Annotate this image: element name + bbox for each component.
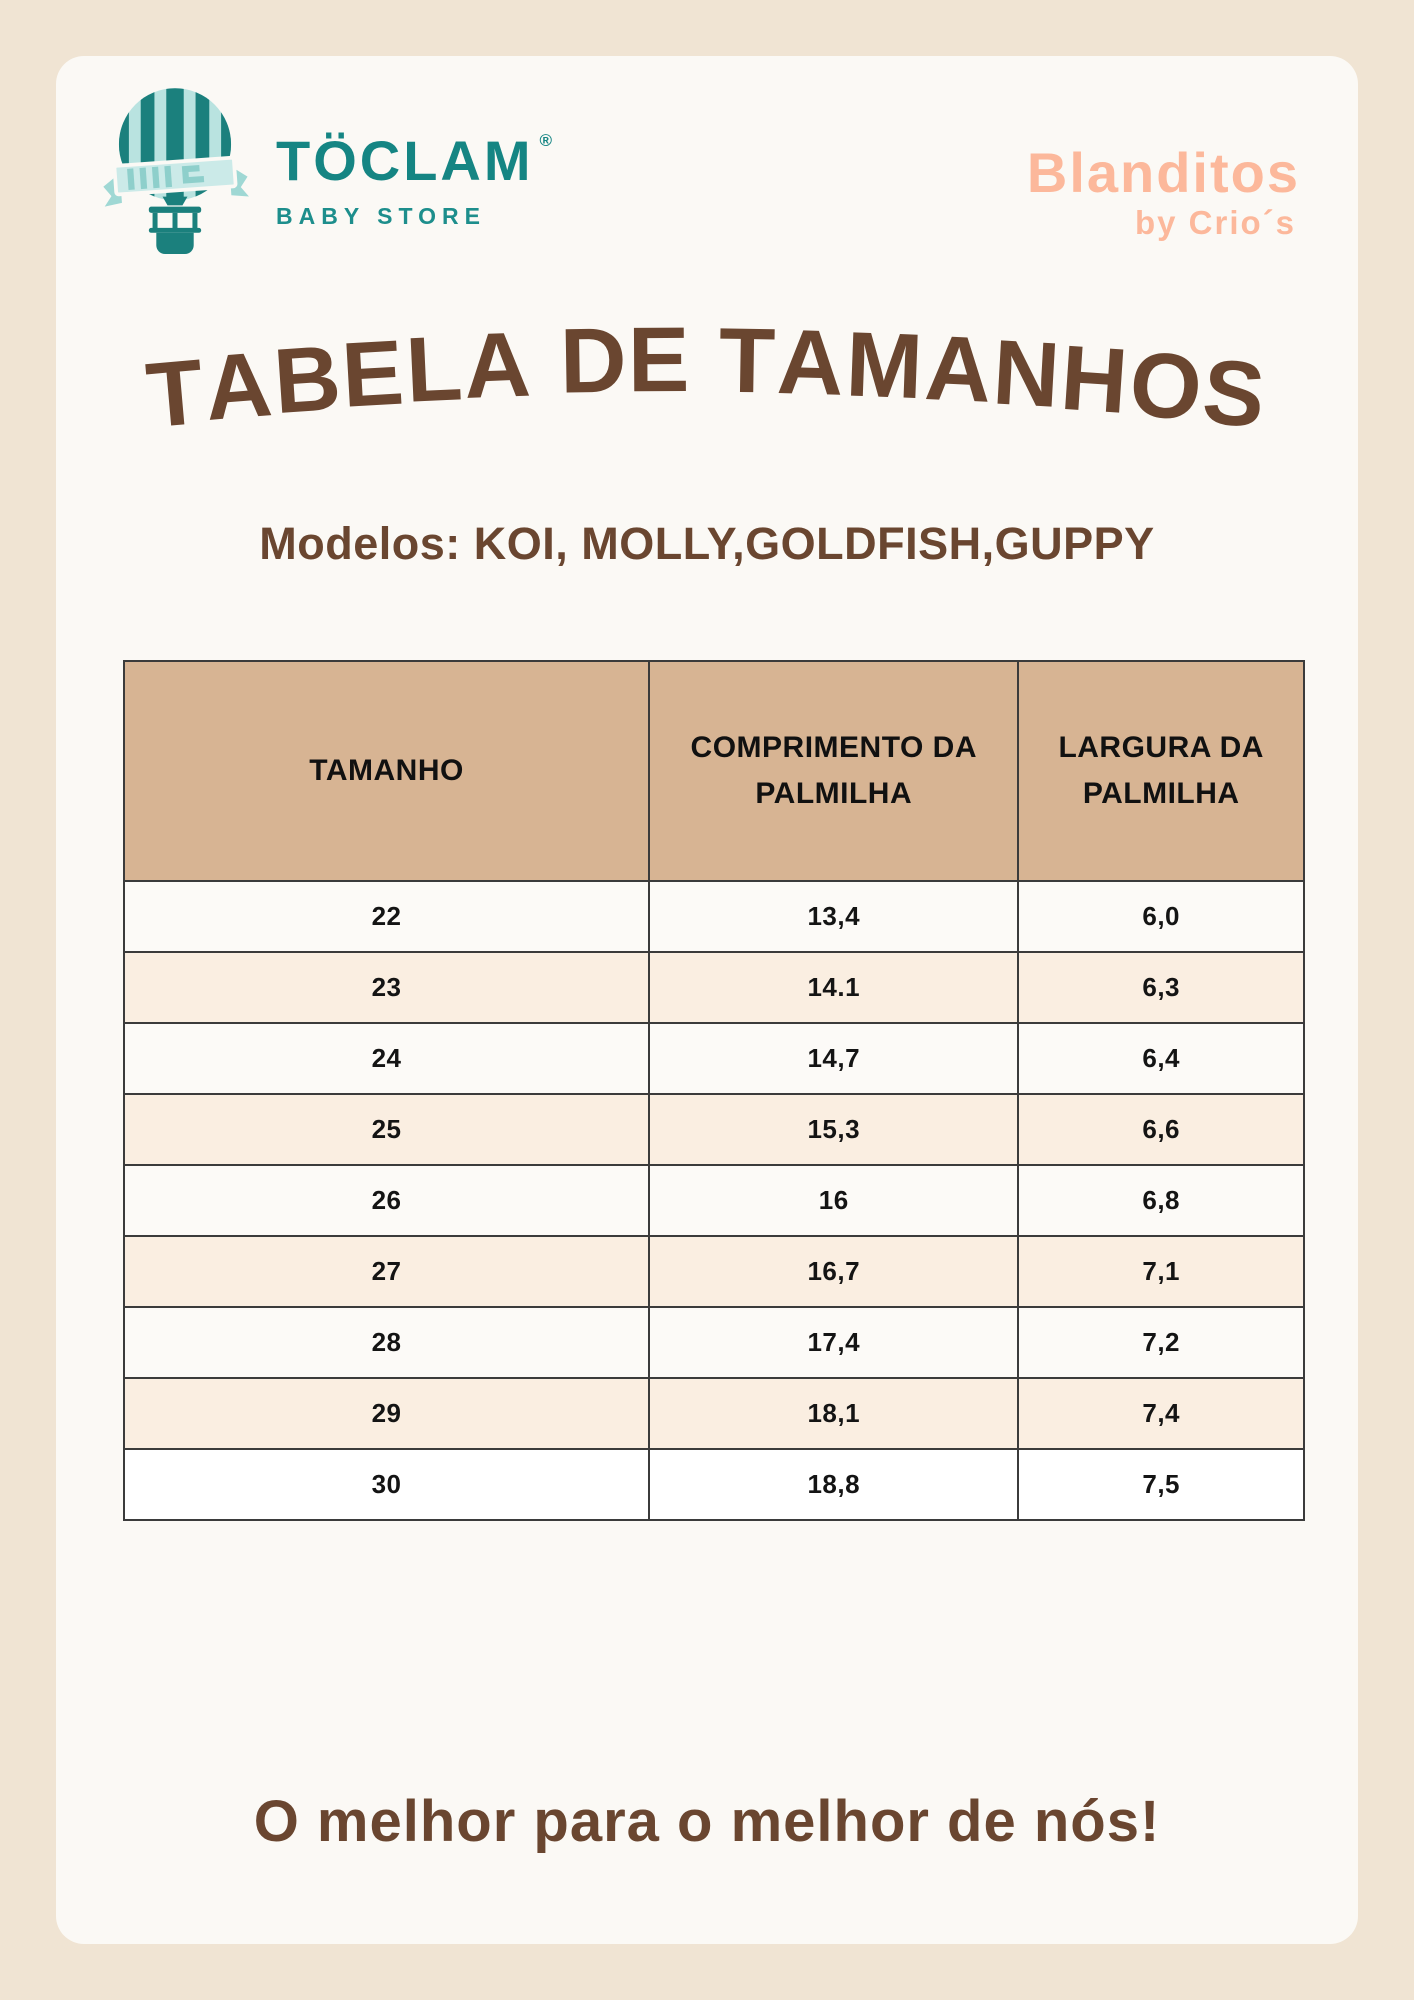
column-header-tamanho: TAMANHO <box>124 661 649 881</box>
cell-length: 17,4 <box>649 1307 1018 1378</box>
cell-size: 24 <box>124 1023 649 1094</box>
brand-text-block <box>276 128 553 230</box>
table-row <box>124 952 1304 1023</box>
table-row <box>124 1307 1304 1378</box>
cell-size: 28 <box>124 1307 649 1378</box>
column-header-largura: LARGURA DA PALMILHA <box>1018 661 1304 881</box>
footer-tagline: O melhor para o melhor de nós! <box>253 1789 1161 1854</box>
cell-length: 13,4 <box>649 881 1018 952</box>
table-row <box>124 881 1304 952</box>
cell-width: 7,4 <box>1018 1378 1304 1449</box>
cell-length: 16 <box>649 1165 1018 1236</box>
cell-width: 6,4 <box>1018 1023 1304 1094</box>
cell-size: 27 <box>124 1236 649 1307</box>
cell-size: 23 <box>124 952 649 1023</box>
cell-length: 14,7 <box>649 1023 1018 1094</box>
cell-width: 7,2 <box>1018 1307 1304 1378</box>
partner-subtitle: by Crio´s <box>1134 203 1296 241</box>
cell-length: 16,7 <box>649 1236 1018 1307</box>
cell-width: 6,3 <box>1018 952 1304 1023</box>
cell-width: 6,6 <box>1018 1094 1304 1165</box>
table-row <box>124 1023 1304 1094</box>
partner-name: Blanditos <box>1026 141 1300 204</box>
models-subtitle: Modelos: KOI, MOLLY,GOLDFISH,GUPPY <box>259 518 1155 569</box>
brand-logo <box>96 82 552 254</box>
cell-length: 15,3 <box>649 1094 1018 1165</box>
cell-size: 30 <box>124 1449 649 1520</box>
cell-length: 14.1 <box>649 952 1018 1023</box>
logo-text: TÖCLAM <box>276 128 534 192</box>
cell-length: 18,1 <box>649 1378 1018 1449</box>
cell-size: 29 <box>124 1378 649 1449</box>
hot-air-balloon-icon <box>96 82 254 254</box>
table-row <box>124 1094 1304 1165</box>
table-header-row <box>124 661 1304 881</box>
table-row <box>124 1236 1304 1307</box>
card <box>56 56 1358 1944</box>
partner-logo <box>1027 142 1300 242</box>
table-row <box>124 1165 1304 1236</box>
page-title: TABELA DE TAMANHOS <box>142 308 1272 448</box>
logo-subtext: BABY STORE <box>276 202 486 229</box>
cell-width: 7,1 <box>1018 1236 1304 1307</box>
table-row <box>124 1378 1304 1449</box>
cell-size: 22 <box>124 881 649 952</box>
cell-size: 26 <box>124 1165 649 1236</box>
cell-width: 7,5 <box>1018 1449 1304 1520</box>
cell-size: 25 <box>124 1094 649 1165</box>
cell-width: 6,0 <box>1018 881 1304 952</box>
cell-length: 18,8 <box>649 1449 1018 1520</box>
table-row <box>124 1449 1304 1520</box>
cell-width: 6,8 <box>1018 1165 1304 1236</box>
column-header-comprimento: COMPRIMENTO DA PALMILHA <box>649 661 1018 881</box>
registered-trademark-symbol: ® <box>539 130 553 150</box>
size-table <box>123 660 1305 1521</box>
